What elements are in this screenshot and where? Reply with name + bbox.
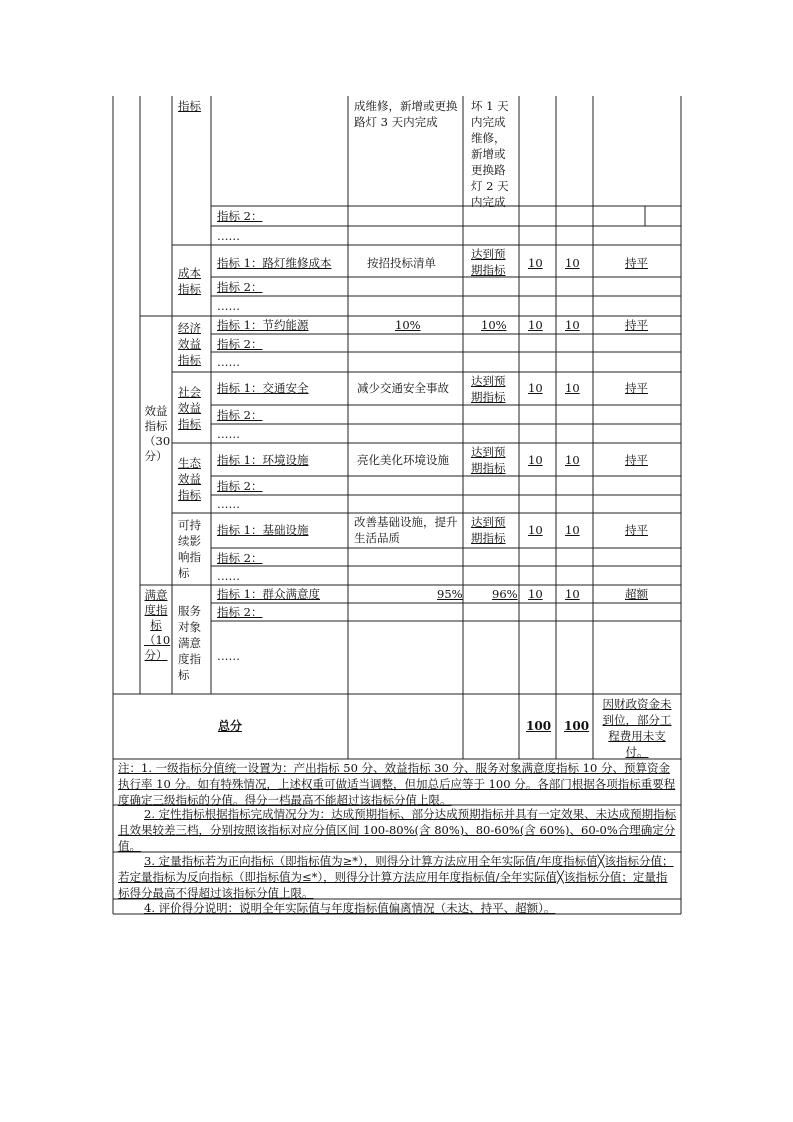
sat-actual: 96% — [492, 587, 518, 601]
sust-ind1: 指标 1：基础设施 — [217, 523, 309, 537]
social-score: 10 — [565, 381, 580, 395]
total-label: 总分 — [218, 719, 243, 733]
sust-actual: 达到预期指标 — [471, 515, 506, 545]
econ-score: 10 — [565, 318, 580, 332]
social-ind2: 指标 2： — [217, 408, 263, 422]
cost-eval: 持平 — [625, 256, 648, 270]
sust-l3-label: 可持续影响指标 — [178, 518, 201, 580]
social-weight: 10 — [528, 381, 543, 395]
total-score: 100 — [564, 719, 590, 733]
sat-eval: 超额 — [625, 587, 648, 601]
sat-ind1: 指标 1：群众满意度 — [217, 587, 320, 601]
eco-score: 10 — [565, 453, 580, 467]
cost-weight: 10 — [528, 256, 543, 270]
eco-ind1: 指标 1：环境设施 — [217, 453, 309, 467]
econ-actual: 10% — [481, 318, 507, 332]
sust-target: 改善基础设施，提升生活品质 — [354, 515, 458, 545]
total-eval: 因财政资金未到位，部分工程费用未支付。 — [602, 697, 672, 759]
social-ind1: 指标 1：交通安全 — [217, 381, 309, 395]
econ-l3-label: 经济效益指标 — [178, 321, 201, 367]
note-3: 3. 定量指标若为正向指标（即指标值为≥*），则得分计算方法应用全年实际值/年度指标值╳该指标分值；若定量指标为反向指标（即指标值为≤*），则得分计算方法应用年度指标值/全年实际值╳该指标分值；定量指标得分最高不得超过该指标分值上限。 — [118, 854, 674, 900]
eco-eval: 持平 — [625, 453, 648, 467]
eco-dots: …… — [217, 497, 240, 511]
econ-eval: 持平 — [625, 318, 648, 332]
l2-benefit-label: 效益指标（30分） — [144, 404, 171, 463]
note-2: 2. 定性指标根据指标完成情况分为：达成预期指标、部分达成预期指标并具有一定效果、未达成预期指标且效果较差三档，分别按照该指标对应分值区间 100-80%(含 80%)、80-60%(含 60%)、60-0%合理确定分值。 — [118, 807, 677, 853]
cost-target: 按招投标清单 — [367, 256, 436, 270]
social-actual: 达到预期指标 — [471, 374, 506, 404]
note-1: 注：1. 一级指标分值统一设置为：产出指标 50 分、效益指标 30 分、服务对象满意度指标 10 分、预算资金执行率 10 分。如有特殊情况，上述权重可做适当调整，但加总后应等于 100 分。各部门根据各项指标重要程度确定三级指标的分值。得分一档最高不能超过该指标分值上限。 — [118, 761, 676, 807]
sat-target: 95% — [437, 587, 463, 601]
econ-weight: 10 — [528, 318, 543, 332]
sat-l3-label: 服务对象满意度指标 — [178, 604, 201, 682]
r-top-ind2: 指标 2： — [217, 209, 263, 223]
cost-actual: 达到预期指标 — [471, 247, 506, 277]
cost-score: 10 — [565, 256, 580, 270]
social-target: 减少交通安全事故 — [357, 381, 449, 395]
social-dots: …… — [217, 427, 240, 441]
r-top-target: 成维修，新增或更换路灯 3 天内完成 — [354, 99, 458, 129]
cost-ind1: 指标 1：路灯维修成本 — [217, 256, 332, 270]
sust-weight: 10 — [528, 523, 543, 537]
eco-ind2: 指标 2： — [217, 479, 263, 493]
r-top-dots: …… — [217, 229, 240, 243]
sust-score: 10 — [565, 523, 580, 537]
sat-ind2: 指标 2： — [217, 605, 263, 619]
note-4: 4. 评价得分说明：说明全年实际值与年度指标值偏离情况（未达、持平、超额）。 — [144, 901, 556, 915]
eco-l3-label: 生态效益指标 — [178, 456, 201, 502]
sust-ind2: 指标 2： — [217, 551, 263, 565]
cost-l3-label: 成本指标 — [178, 266, 201, 296]
econ-target: 10% — [395, 318, 421, 332]
sat-dots: …… — [217, 649, 240, 663]
cost-dots: …… — [217, 299, 240, 313]
eco-target: 亮化美化环境设施 — [357, 453, 449, 467]
econ-dots: …… — [217, 355, 240, 369]
econ-ind2: 指标 2： — [217, 337, 263, 351]
l2-satisfaction-label: 满意度指标（10分） — [144, 588, 171, 662]
sat-score: 10 — [565, 587, 580, 601]
social-l3-label: 社会效益指标 — [178, 385, 201, 431]
eco-weight: 10 — [528, 453, 543, 467]
sust-dots: …… — [217, 569, 240, 583]
sust-eval: 持平 — [625, 523, 648, 537]
cost-ind2: 指标 2： — [217, 280, 263, 294]
eco-actual: 达到预期指标 — [471, 445, 506, 475]
social-eval: 持平 — [625, 381, 648, 395]
l3-output-label: 指标 — [178, 99, 201, 113]
total-weight: 100 — [526, 719, 552, 733]
econ-ind1: 指标 1：节约能源 — [217, 318, 309, 332]
r-top-actual: 坏 1 天内完成维修，新增或更换路灯 2 天内完成 — [471, 99, 509, 209]
sat-weight: 10 — [528, 587, 543, 601]
